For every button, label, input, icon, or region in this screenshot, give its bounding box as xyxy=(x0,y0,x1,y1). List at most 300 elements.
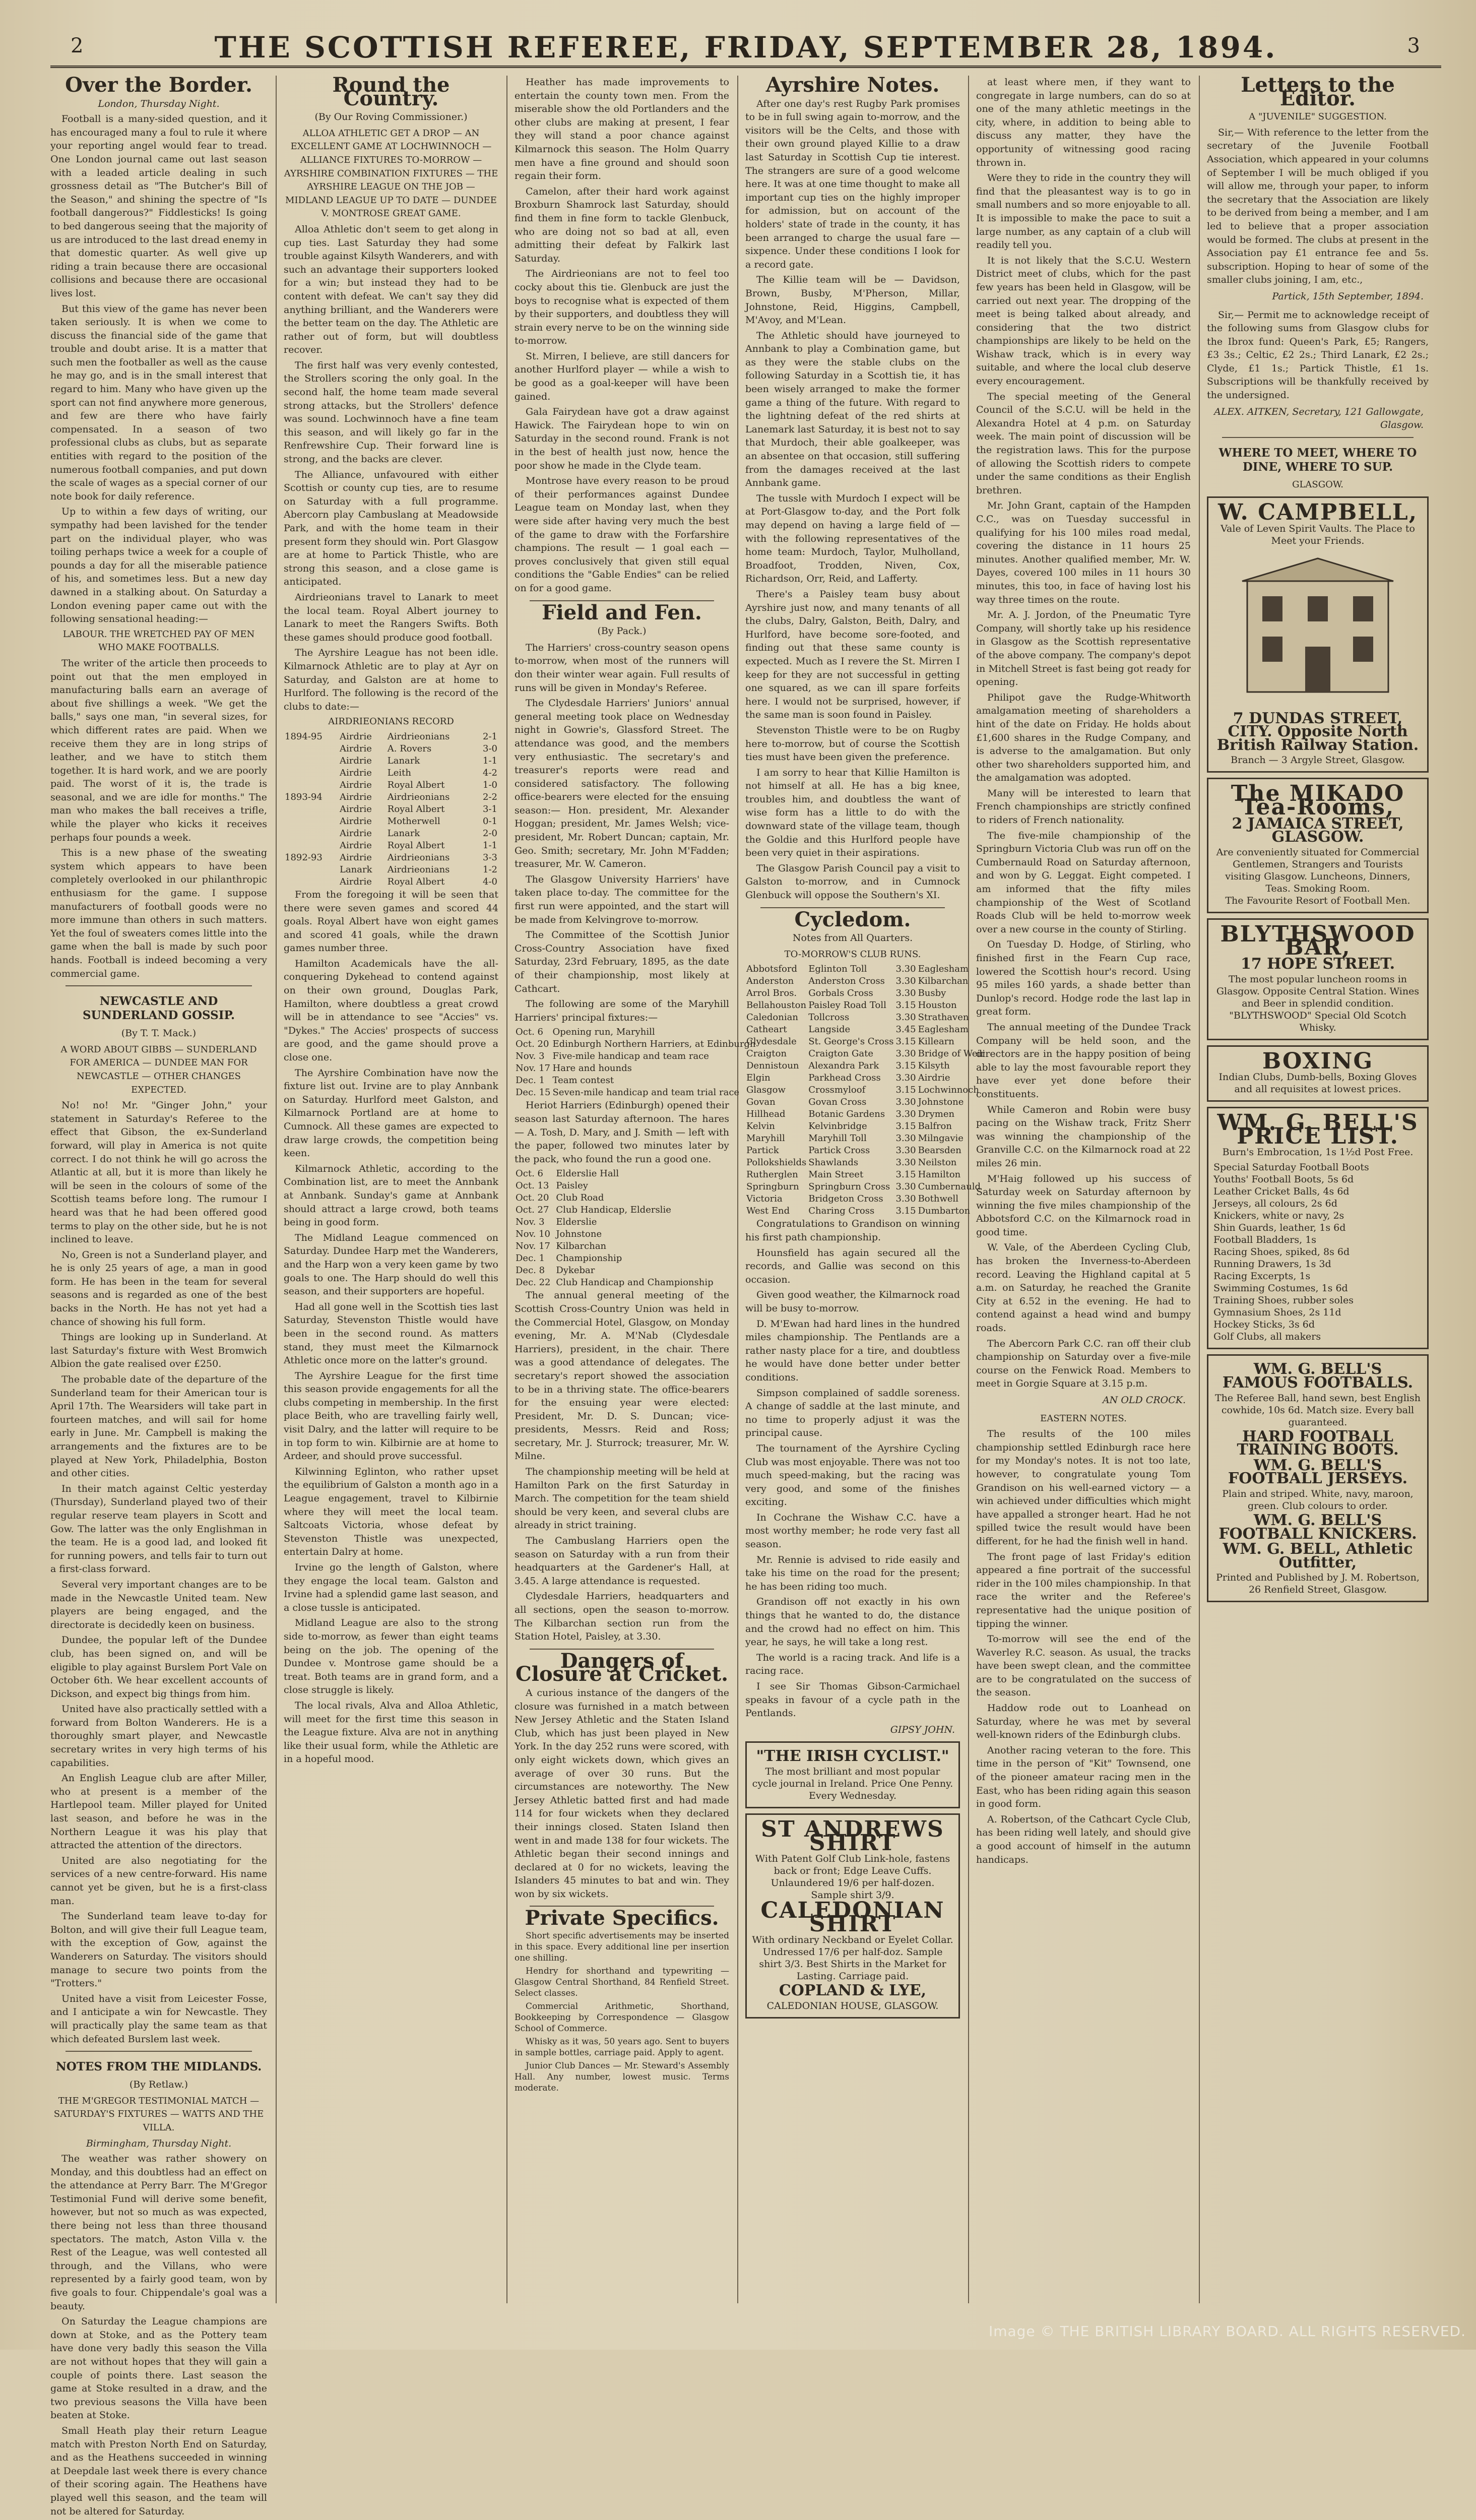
table-cell: 3.30 xyxy=(895,976,916,987)
table-row xyxy=(745,1157,986,1169)
divider xyxy=(1222,437,1414,438)
results-table xyxy=(284,731,498,888)
paragraph: Congratulations to Grandison on winning his first path championship. xyxy=(745,1218,960,1243)
byline: (By Retlaw.) xyxy=(129,2079,188,2091)
table-cell: Airdrieonians xyxy=(387,852,450,863)
paragraph: The Midland League commenced on Saturday. Dundee Harp met the Wanderers, and the Harp won a very keen game by two goals to one. The Harp should do well this season, and their supporters are hopeful. xyxy=(284,1232,498,1297)
advertisement xyxy=(1207,918,1429,1040)
section-heading: Over the Border. xyxy=(65,73,252,97)
ad-title: W. CAMPBELL, xyxy=(1217,499,1418,526)
table-cell: 3.30 xyxy=(895,964,916,975)
table-row xyxy=(515,1265,729,1277)
table-row xyxy=(745,1084,986,1096)
signature: ALEX. AITKEN, Secretary, 121 Gallowgate, Glasgow. xyxy=(1214,406,1424,431)
table-cell: Eaglesham xyxy=(918,964,969,975)
ad-text: The Referee Ball, hand sewn, best English cowhide, 10s 6d. Match size. Every ball guaranteed. xyxy=(1215,1392,1421,1428)
byline: (By T. T. Mack.) xyxy=(121,1028,197,1039)
table-cell: Opening run, Maryhill xyxy=(552,1027,655,1038)
table-row xyxy=(515,1038,757,1050)
table-cell: Tollcross xyxy=(808,1012,850,1023)
paragraph: To-morrow will see the end of the Waverley R.C. season. As usual, the tracks have been swept clean, and the committee are to be congratulated on the success of the season. xyxy=(976,1633,1191,1698)
ad-subtitle: Burn's Embrocation, 1s 1½d Post Free. xyxy=(1222,1147,1414,1158)
paragraph: The world is a racing track. And life is a racing race. xyxy=(745,1652,960,1677)
table-row xyxy=(515,1277,729,1289)
table-cell: Club Handicap and Championship xyxy=(556,1277,714,1288)
table-cell: Kelvinbridge xyxy=(808,1121,867,1132)
paragraph: Short specific advertisements may be inserted in this space. Every additional line per insertion one shilling. xyxy=(515,1931,729,1964)
table-cell: Airdrie xyxy=(918,1073,950,1084)
advertisement xyxy=(1207,778,1429,913)
ad-tagline: "BLYTHSWOOD" Special Old Scotch Whisky. xyxy=(1229,1010,1406,1033)
table-cell: Hillhead xyxy=(746,1109,786,1120)
table-row xyxy=(515,1252,729,1265)
paragraph: The championship meeting will be held at Hamilton Park on the first Saturday in March. The competition for the team shield should be very keen, and several clubs are already in strict training. xyxy=(515,1466,729,1531)
paragraph: The Ayrshire League has not been idle. Kilmarnock Athletic are to play at Ayr on Saturday, and Galston are at home to Hurlford. The following is the record of the clubs to date:— xyxy=(284,647,498,712)
ad-text: With Patent Golf Club Link-hole, fastens back or front; Edge Leave Cuffs. Unlaundered 19/6 per half-dozen. Sample shirt 3/9. xyxy=(755,1853,950,1901)
paragraph: United have a visit from Leicester Fosse, and I anticipate a win for Newcastle. They will practically play the same team as that which defeated Burslem last week. xyxy=(50,1993,267,2045)
table-cell: Victoria xyxy=(746,1193,783,1205)
paragraph: In Cochrane the Wishaw C.C. have a most worthy member; he rode very fast all season. xyxy=(745,1511,960,1550)
table-cell: Glasgow xyxy=(746,1085,786,1096)
table-cell: 1-2 xyxy=(483,864,497,875)
table-row xyxy=(745,987,986,999)
price-list-item: Knickers, white or navy, 2s xyxy=(1213,1210,1344,1222)
table-cell: Lanark xyxy=(339,864,372,875)
article-heading: NOTES FROM THE MIDLANDS. xyxy=(55,2060,262,2074)
paragraph: The Ayrshire League for the first time this season provide engagements for all the clubs competing in membership. In the first place Beith, who are travelling fairly well, visit Dalry, and the latter will require to be in top form to win. Kilbirnie are at home to Ardeer, and should prove successful. xyxy=(284,1370,498,1462)
column-rule xyxy=(737,76,738,2303)
table-cell: Oct. 27 xyxy=(516,1205,549,1216)
table-row xyxy=(745,1108,986,1120)
price-list-item: Running Drawers, 1s 3d xyxy=(1213,1258,1331,1270)
signature: AN OLD CROCK. xyxy=(1102,1395,1186,1406)
table-cell: Craigton Gate xyxy=(808,1048,874,1059)
table-cell: 2-0 xyxy=(483,828,497,839)
ad-text: Vale of Leven Spirit Vaults. The Place to Meet your Friends. xyxy=(1221,523,1415,547)
table-cell: 3.15 xyxy=(895,1036,916,1047)
table-cell: Airdrie xyxy=(339,876,372,887)
table-cell: 3.30 xyxy=(895,1145,916,1156)
paragraph: Football is a many-sided question, and it has encouraged many a foul to rule it where your reporting angel would fear to tread. One London journal came out last season with a leaded article dealing in such grossness detail as "The Butcher's Bill of the Season," and shining the spectre of "Is football dangerous?" Fiddlesticks! Is going to bed dangerous seeing that the majority of us are introduced to the last dread enemy in that domestic quarter. As well give up riding a train because there are occasional collisions and because there are occasional lives lost. xyxy=(50,113,267,299)
subheading: A WORD ABOUT GIBBS — SUNDERLAND FOR AMERICA — DUNDEE MAN FOR NEWCASTLE — OTHER CHANGES EXPECTED. xyxy=(60,1044,257,1095)
table-cell: Airdrie xyxy=(339,731,372,742)
table-cell: Lanark xyxy=(387,828,420,839)
table-cell: 4-0 xyxy=(483,876,497,887)
table-row xyxy=(745,1048,986,1060)
paragraph: The probable date of the departure of the Sunderland team for their American tour is April 17th. The Wearsiders will take part in fourteen matches, and will sail for home early in June. Mr. Campbell is making the arrangements and the fixtures are to be played at New York, Philadelphia, Boston and other cities. xyxy=(50,1374,267,1479)
table-row xyxy=(284,876,498,888)
table-cell: 4-2 xyxy=(483,767,497,778)
column-rule xyxy=(276,76,277,2303)
ad-title: "THE IRISH CYCLIST." xyxy=(756,1747,949,1766)
letter-body: Sir,— With reference to the letter from the secretary of the Juvenile Football Association, which appeared in your columns of September I will be much obliged if you will allow me, through your paper, to inform the secretary that the Association are likely to be derived from being a member, and I am led to believe that a proper association would be formed. The clubs at present in the Association pay £1 entrance fee and 5s. subscription. Hoping to hear of some of the smaller clubs joining, I am, etc., xyxy=(1207,127,1429,286)
table-cell xyxy=(284,840,339,852)
table-cell: Team contest xyxy=(552,1075,614,1086)
price-list-item: Racing Excerpts, 1s xyxy=(1213,1271,1311,1282)
paragraph: Had all gone well in the Scottish ties last Saturday, Stevenston Thistle would have been in the second round. As matters stand, they must meet the Kilmarnock Athletic once more on the latter's ground. xyxy=(284,1301,498,1366)
table-cell: Drymen xyxy=(918,1109,955,1120)
table-cell: Partick Cross xyxy=(808,1145,870,1156)
price-list-item: Training Shoes, rubber soles xyxy=(1213,1295,1354,1306)
table-cell: Airdrieonians xyxy=(387,791,450,802)
ad-address: 7 DUNDAS STREET, CITY. Opposite North British Railway Station. xyxy=(1216,709,1419,754)
imprint: Printed and Published by J. M. Robertson, 26 Renfield Street, Glasgow. xyxy=(1216,1572,1420,1596)
byline: (By Pack.) xyxy=(597,625,647,637)
paragraph: United have also practically settled with a forward from Bolton Wanderers. He is a thoroughly smart player, and Newcastle secretary writes in very high terms of his capabilities. xyxy=(50,1704,267,1769)
table-cell: Kilsyth xyxy=(918,1060,950,1072)
paragraph: The Glasgow University Harriers' have taken place to-day. The committee for the first run were appointed, and the start will be made from Kelvingrove to-morrow. xyxy=(515,873,729,925)
ad-firm: COPLAND & LYE, xyxy=(779,1982,927,2000)
table-cell: Nov. 10 xyxy=(516,1229,550,1240)
subheading: Notes from All Quarters. xyxy=(792,932,913,944)
paragraph: D. M'Ewan had hard lines in the hundred miles championship. The Pentlands are a rather nasty place for a tire, and doubtless he would have done better under better conditions. xyxy=(745,1318,960,1383)
table-cell: 3.15 xyxy=(895,1000,916,1011)
table-row xyxy=(515,1192,729,1204)
paragraph: Things are looking up in Sunderland. At last Saturday's fixture with West Bromwich Albion the gate realised over £250. xyxy=(50,1332,267,1370)
table-cell: Maryhill Toll xyxy=(808,1133,867,1144)
table-cell: Club Road xyxy=(556,1192,604,1204)
subheading: LABOUR. THE WRETCHED PAY OF MEN WHO MAKE FOOTBALLS. xyxy=(62,628,255,653)
paragraph: Mr. Rennie is advised to ride easily and take his time on the road for the present; he has been riding too much. xyxy=(745,1554,960,1592)
table-cell: Dec. 1 xyxy=(516,1253,545,1264)
column-over-the-border xyxy=(50,73,267,2517)
table-cell: Airdrieonians xyxy=(387,864,450,875)
paragraph: Small Heath play their return League match with Preston North End on Saturday, and as the Heathens succeeded in winning at Deepdale last week there is every chance of their scoring again. The Heathens have played well this season, and the team will not be altered for Saturday. xyxy=(50,2425,267,2517)
table-cell: Johnstone xyxy=(918,1097,964,1108)
paragraph: The Airdrieonians are not to feel too cocky about this tie. Glenbuck are just the boys to recognise what is expected of them by their supporters, and doubtless they will strain every nerve to be on the winning side to-morrow. xyxy=(515,268,729,347)
paragraph: Many will be interested to learn that French championships are strictly confined to riders of French nationality. xyxy=(976,787,1191,826)
paragraph: It is not likely that the S.C.U. Western District meet of clubs, which for the past few years has been held in Glasgow, will be carried out next year. The dropping of the meet is being talked about already, and considering that the two district championships are likely to be held on the Wishaw track, which is in every way suitable, and where the local club deserve every encouragement. xyxy=(976,255,1191,387)
table-cell xyxy=(284,755,339,767)
table-row xyxy=(515,1180,729,1192)
section-heading: Dangers of Closure at Cricket. xyxy=(515,1649,729,1686)
table-cell: Johnstone xyxy=(556,1229,602,1240)
table-cell xyxy=(284,864,339,876)
advertisement xyxy=(1207,1045,1429,1102)
table-cell: Royal Albert xyxy=(387,779,445,790)
classified-ad: Hendry for shorthand and typewriting — Glasgow Central Shorthand, 84 Renfield Street. Select classes. xyxy=(515,1966,729,1999)
paragraph: In their match against Celtic yesterday (Thursday), Sunderland played two of their regular reserve team players in Scott and Gow. The latter was the only Englishman in the team. He is a good lad, and looked fit for running powers, and tells fair to turn out a first-class forward. xyxy=(50,1483,267,1575)
paragraph: M'Haig followed up his success of Saturday week on Saturday afternoon by winning the five miles championship of the Abbotsford C.C. on the Kilmarnock road in good time. xyxy=(976,1173,1191,1238)
ad-title: WM. G. BELL, Athletic Outfitter, xyxy=(1223,1540,1413,1571)
ad-title: ST ANDREWS SHIRT xyxy=(761,1816,944,1856)
table-cell: 3.30 xyxy=(895,1109,916,1120)
table-cell: Nov. 3 xyxy=(516,1051,545,1062)
price-list-item: Hockey Sticks, 3s 6d xyxy=(1213,1319,1315,1331)
table-cell: Airdrie xyxy=(339,828,372,839)
table-row xyxy=(745,1120,986,1132)
table-cell: Royal Albert xyxy=(387,876,445,887)
table-row xyxy=(745,1012,986,1024)
table-cell xyxy=(284,767,339,779)
paragraph: Midland League are also to the strong side to-morrow, as fewer than eight teams being on the job. The opening of the Dundee v. Montrose game should be a treat. Both teams are in grand form, and a close struggle is likely. xyxy=(284,1617,498,1696)
paragraph: While Cameron and Robin were busy pacing on the Wishaw track, Fritz Sherr was winning the championship of the Granville C.C. on the Kilmarnock road at 22 miles 26 min. xyxy=(976,1104,1191,1169)
advertisement xyxy=(1207,496,1429,773)
table-cell: 3.30 xyxy=(895,988,916,999)
table-cell: Elgin xyxy=(746,1073,771,1084)
table-row xyxy=(515,1087,757,1099)
table-cell: Govan Cross xyxy=(808,1097,867,1108)
ad-text: With ordinary Neckband or Eyelet Collar. Undressed 17/6 per half-doz. Sample shirt 3/3. Best Shirts in the Market for Lasting. Carriage paid. xyxy=(752,1934,953,1982)
table-cell xyxy=(284,779,339,791)
ad-title: WM. G. BELL'S FOOTBALL JERSEYS. xyxy=(1228,1456,1408,1488)
table-cell xyxy=(284,803,339,815)
table-cell: Dec. 22 xyxy=(516,1277,551,1288)
table-row xyxy=(284,743,498,755)
table-cell: Dec. 15 xyxy=(516,1087,551,1098)
table-cell: Dec. 8 xyxy=(516,1265,545,1276)
table-cell: Balfron xyxy=(918,1121,952,1132)
table-cell xyxy=(284,828,339,840)
table-cell: Eaglesham xyxy=(918,1024,969,1035)
paragraph: The Killie team will be — Davidson, Brown, Busby, M'Pherson, Millar, Johnstone, Reid, Higgins, Campbell, M'Avoy, and M'Lean. xyxy=(745,274,960,326)
paragraph: Hamilton Academicals have the all-conquering Dykehead to contend against on their own ground, Douglas Park, Hamilton, where doubtless a great crowd will be in attendance to see "Accies" vs. "Dykes." The Accies' prospects of success are good, and the game should prove a close one. xyxy=(284,958,498,1063)
fixtures-table xyxy=(515,1026,757,1099)
table-cell: Club Handicap, Elderslie xyxy=(556,1205,671,1216)
paragraph: The annual meeting of the Dundee Track Company will be held soon, and the directors are in the happy position of being able to lay the most favourable report they have ever yet done before their constituents. xyxy=(976,1021,1191,1100)
paragraph: The writer of the article then proceeds to point out that the men employed in manufacturing balls earn an average of about five shillings a week. "We get the balls," says one man, "in several sizes, for which different rates are paid. When we receive them they are in long strips of leather, and we have to stitch them together. It is hard work, and we are poorly paid. The worst of it is, the trade is seasonal, and we are idle for months." The man who makes the ball receives a trifle, while the player who kicks it receives perhaps four pounds a week. xyxy=(50,657,267,843)
table-cell: Abbotsford xyxy=(746,964,797,975)
paragraph: The weather was rather showery on Monday, and this doubtless had an effect on the attendance at Perry Barr. The M'Gregor Testimonial Fund will derive some benefit, however, but not so much as was expected, there being not less than three thousand spectators. The match, Aston Villa v. the Rest of the League, was well contested all through, and the Villans, who were represented by a fairly good team, won by five goals to four. Chippendale's goal was a beauty. xyxy=(50,2153,267,2312)
ad-title: HARD FOOTBALL TRAINING BOOTS. xyxy=(1237,1427,1399,1459)
table-cell: Gorbals Cross xyxy=(808,988,873,999)
table-cell: Crossmyloof xyxy=(808,1085,866,1096)
table-row xyxy=(745,999,986,1012)
paragraph: The local rivals, Alva and Alloa Athletic, will meet for the first time this season in the League fixture. Alva are not in anything like their usual form, while the Athletic are in a hopeful mood. xyxy=(284,1699,498,1765)
table-row xyxy=(284,803,498,815)
table-row xyxy=(745,975,986,987)
table-cell: 3.15 xyxy=(895,1169,916,1180)
paragraph: Hounsfield has again secured all the records, and Gallie was second on this occasion. xyxy=(745,1247,960,1285)
divider xyxy=(66,985,252,986)
paragraph: The results of the 100 miles championship settled Edinburgh race here for my Monday's notes. It is not too late, however, to congratulate young Tom Grandison on his well-earned victory — a win achieved under difficulties which might have appalled a stronger heart. Had he not spilled twice the result would have been different, for he had the finish well in hand. xyxy=(976,1428,1191,1547)
dateline: Birmingham, Thursday Night. xyxy=(86,2137,232,2149)
paragraph: I see Sir Thomas Gibson-Carmichael speaks in favour of a cycle path in the Pentlands. xyxy=(745,1681,960,1719)
fixtures-table xyxy=(515,1168,729,1289)
table-cell: West End xyxy=(746,1206,790,1217)
ad-title: CALEDONIAN SHIRT xyxy=(760,1898,945,1937)
table-cell: 1-0 xyxy=(483,779,497,790)
table-row xyxy=(284,864,498,876)
paragraph: The Harriers' cross-country season opens to-morrow, when most of the runners will don their winter wear again. Full results of runs will be given in Monday's Referee. xyxy=(515,642,729,694)
table-cell: 1893-94 xyxy=(285,791,323,802)
section-heading: Ayrshire Notes. xyxy=(765,73,940,97)
table-row xyxy=(284,852,498,864)
table-row xyxy=(745,1132,986,1145)
table-cell: 3-3 xyxy=(483,852,497,863)
table-row xyxy=(284,779,498,791)
table-cell: Hare and hounds xyxy=(552,1063,632,1074)
paragraph: No! no! Mr. "Ginger John," your statement in Saturday's Referee to the effect that Gibson, the ex-Sunderland forward, will play in America is not quite correct. I do not think he will go across the Atlantic at all, but it is more than likely he will be seen in the colours of some of the Scottish teams before long. The rumour I heard was that he had been offered good terms to play on the other side, but he is not inclined to leave. xyxy=(50,1100,267,1245)
classified-ad: Junior Club Dances — Mr. Steward's Assembly Hall. Any number, lowest music. Terms moderate. xyxy=(515,2061,729,2094)
table-row xyxy=(284,791,498,803)
table-row xyxy=(745,1145,986,1157)
table-cell: Paisley Road Toll xyxy=(808,1000,886,1011)
paragraph: at least where men, if they want to congregate in large numbers, can do so at one of the many athletic meetings in the city, where, in addition to being able to discuss any matter, they have the opportunity of witnessing good racing thrown in. xyxy=(976,77,1191,168)
table-row xyxy=(745,1096,986,1108)
paragraph: United are also negotiating for the services of a new centre-forward. His name cannot yet be given, but he is a first-class man. xyxy=(50,1855,267,1907)
table-row xyxy=(284,815,498,828)
paragraph: No, Green is not a Sunderland player, and he is only 25 years of age, a man in good form. He has been in the team for several seasons and is regarded as one of the best backs in the North. He has not yet had a chance of showing his full form. xyxy=(50,1249,267,1328)
table-cell: Main Street xyxy=(808,1169,864,1180)
paragraph: Simpson complained of saddle soreness. A change of saddle at the last minute, and no time to properly adjust it was the principal cause. xyxy=(745,1387,960,1439)
table-cell: Pollokshields xyxy=(746,1157,807,1168)
table-cell: Neilston xyxy=(918,1157,957,1168)
table-row xyxy=(745,963,986,975)
table-cell: 3.30 xyxy=(895,1097,916,1108)
table-cell: Championship xyxy=(556,1253,622,1264)
paragraph: Heather has made improvements to entertain the county town men. From the miserable show the old Portlanders and the other clubs are making at present, I fear they will stand a poor chance against Kilmarnock this season. The Holm Quarry men have a fine ground and should soon regain their form. xyxy=(515,77,729,182)
table-row xyxy=(515,1075,757,1087)
table-cell: 3.15 xyxy=(895,1206,916,1217)
price-list-item: Golf Clubs, all makers xyxy=(1213,1331,1321,1343)
table-cell: 3.30 xyxy=(895,1133,916,1144)
paragraph: Another racing veteran to the fore. This time in the person of "Kit" Townsend, one of the pioneer amateur racing men in the East, who has been riding again this season in good form. xyxy=(976,1744,1191,1810)
ad-branch: Branch — 3 Argyle Street, Glasgow. xyxy=(1231,754,1405,766)
table-cell: Maryhill xyxy=(746,1133,785,1144)
table-cell: Bellahouston xyxy=(746,1000,807,1011)
table-cell: 3.30 xyxy=(895,1048,916,1059)
ad-title: BLYTHSWOOD BAR, xyxy=(1220,921,1416,961)
divider xyxy=(66,2051,252,2052)
paragraph: The Cambuslang Harriers open the season on Saturday with a run from their headquarters at the Gardener's Hall, at 3.45. A large attendance is requested. xyxy=(515,1535,729,1587)
paragraph: The Glasgow Parish Council pay a visit to Galston to-morrow, and in Cumnock Glenbuck will oppose the Southern's XI. xyxy=(745,862,960,901)
table-cell: Cumbernauld xyxy=(918,1181,981,1192)
paragraph: Mr. A. J. Jordon, of the Pneumatic Tyre Company, will shortly take up his residence in Glasgow as the Scottish representative of the above company. The company's depot in Mitchell Street is fast being got ready for opening. xyxy=(976,609,1191,688)
table-cell: Elderslie xyxy=(556,1217,597,1228)
paragraph: The tournament of the Ayrshire Cycling Club was most enjoyable. There was not too much speed-making, but the racing was very good, and some of the finishes exciting. xyxy=(745,1442,960,1508)
ad-title: WM. G. BELL'S PRICE LIST. xyxy=(1217,1110,1419,1149)
table-cell: 1-1 xyxy=(483,755,497,766)
table-cell: Parkhead Cross xyxy=(808,1073,881,1084)
paragraph: Were they to ride in the country they will find that the pleasantest way is to go in small numbers and so more enjoyable to all. It is impossible to make the pace to suit a large number, as any captain of a club will readily tell you. xyxy=(976,172,1191,251)
table-cell: Nov. 3 xyxy=(516,1217,545,1228)
subheading: A "JUVENILE" SUGGESTION. xyxy=(1249,111,1387,122)
table-cell: Oct. 13 xyxy=(516,1180,549,1191)
table-row xyxy=(284,755,498,767)
table-row xyxy=(745,1024,986,1036)
table-cell xyxy=(284,743,339,755)
table-cell: Elderslie Hall xyxy=(556,1168,619,1179)
paragraph: The Committee of the Scottish Junior Cross-Country Association have fixed Saturday, 23rd February, 1895, as the date of their championship, most likely at Cathcart. xyxy=(515,929,729,994)
paragraph: Stevenston Thistle were to be on Rugby here to-morrow, but of course the Scottish ties must have been given the preference. xyxy=(745,724,960,763)
column-rule xyxy=(1199,76,1200,2303)
paragraph: The Sunderland team leave to-day for Bolton, and will give their full League team, with the exception of Gow, against the Wanderers on Saturday. The visitors should manage to secure two points from the "Trotters." xyxy=(50,1911,267,1989)
price-list-item: Leather Cricket Balls, 4s 6d xyxy=(1213,1186,1350,1198)
table-cell: 3.30 xyxy=(895,1181,916,1192)
paragraph: There's a Paisley team busy about Ayrshire just now, and many tenants of all the clubs, Dalry, Galston, Beith, Dalry, and Hurlford, have become sore-footed, and finding out that these same county is expected. Much as I revere the St. Mirren I keep for they are not successful in getting one squared, as we can ill spare forfeits here. I would not be surprised, however, if the same man is soon found in Paisley. xyxy=(745,588,960,721)
building-illustration xyxy=(1213,551,1422,702)
copyright-credit: Image © THE BRITISH LIBRARY BOARD. ALL RIGHTS RESERVED. xyxy=(988,2323,1466,2340)
paragraph: This is a new phase of the sweating system which appears to have been completely overlooked in our philanthropic enthusiasm for the game. I suppose manufacturers of football goods were no more immune than others in such matters. Yet the foul of sweaters comes little into the game when the ball is made by such poor hands. Football is indeed becoming a very commercial game. xyxy=(50,847,267,979)
table-cell: Airdrie xyxy=(339,767,372,778)
table-row xyxy=(515,1026,757,1038)
subheading: GLASGOW. xyxy=(1292,479,1343,490)
table-cell: Dykebar xyxy=(556,1265,595,1276)
table-cell: 1894-95 xyxy=(285,731,323,742)
table-cell: Airdrie xyxy=(339,743,372,754)
table-row xyxy=(284,731,498,743)
table-cell: Airdrie xyxy=(339,852,372,863)
table-cell: Nov. 17 xyxy=(516,1063,550,1074)
paragraph: I am sorry to hear that Killie Hamilton is not himself at all. He has a big knee, troubles him, and doubtless the want of wise form has a little to do with the downward state of the village team, though the Goldie and this Hurlford people have been very quiet in their aspirations. xyxy=(745,767,960,859)
table-cell: Paisley xyxy=(556,1180,588,1191)
column-ayrshire-cycledom xyxy=(745,73,985,2303)
paragraph: From the foregoing it will be seen that there were seven games and scored 44 goals. Royal Albert have won eight games and scored 41 goals, while the drawn games number three. xyxy=(284,889,498,954)
advertisement xyxy=(745,1813,960,2019)
page-number-left: 2 xyxy=(71,34,85,57)
paragraph: The first half was very evenly contested, the Strollers scoring the only goal. In the second half, the home team made several strong attacks, but the Strollers' defence was sound. Lochwinnoch have a fine team this season, and will likely go far in the Renfrewshire Cup. Their forward line is strong, and the backs are clever. xyxy=(284,359,498,465)
paragraph: The Ayrshire Combination have now the fixture list out. Irvine are to play Annbank on Saturday. Hurlford meet Galston, and Kilmarnock Portland are at home to Cumnock. All these games are expected to draw large crowds, the competition being keen. xyxy=(284,1067,498,1159)
table-cell: Shawlands xyxy=(808,1157,859,1168)
table-cell: Airdrie xyxy=(339,840,372,851)
table-cell: 3-0 xyxy=(483,743,497,754)
table-cell: Bridge of Weir xyxy=(918,1048,985,1059)
price-list-item: Special Saturday Football Boots xyxy=(1213,1162,1369,1173)
table-cell: Partick xyxy=(746,1145,779,1156)
price-list-item: Swimming Costumes, 1s 6d xyxy=(1213,1283,1348,1294)
table-row xyxy=(515,1228,729,1240)
table-cell: Bridgeton Cross xyxy=(808,1193,883,1205)
table-cell: Airdrie xyxy=(339,815,372,827)
table-cell: Royal Albert xyxy=(387,840,445,851)
newspaper-title: THE SCOTTISH REFEREE, FRIDAY, SEPTEMBER 28, 1894. xyxy=(214,30,1277,65)
price-list-item: Football Bladders, 1s xyxy=(1213,1234,1317,1246)
table-cell: Airdrie xyxy=(339,791,372,802)
section-heading: Field and Fen. xyxy=(542,600,702,624)
table-cell: Strathaven xyxy=(918,1012,969,1023)
paragraph: The following are some of the Maryhill Harriers' principal fixtures:— xyxy=(515,998,729,1023)
table-cell: Eglinton Toll xyxy=(808,964,867,975)
paragraph: On Saturday the League champions are down at Stoke, and as the Pottery team have done very badly this season the Villa are not without hopes that they will gain a couple of points there. Last season the game at Stoke resulted in a draw, and the two previous seasons the Villa have been beaten at Stoke. xyxy=(50,2316,267,2421)
column-round-the-country xyxy=(284,73,498,2303)
table-cell: Oct. 20 xyxy=(516,1192,549,1204)
table-cell: Airdrie xyxy=(339,755,372,766)
table-cell: Anderston Cross xyxy=(808,976,885,987)
table-row xyxy=(745,1169,986,1181)
page-number-right: 3 xyxy=(1407,34,1421,57)
table-row xyxy=(284,767,498,779)
paragraph: But this view of the game has never been taken seriously. It is when we come to discuss the financial side of the game that trouble and doubt arise. It is a matter that such men the footballer as well as the cause he may go, and is in the small interest that regard to him. Many who have given up the sport can not find anywhere more generous, and few are there who have fairly compensated. In a season of two professional clubs as clubs, but as separate entities with regard to the position of the numerous football companies, and put down the scale of wages as a special corner of our note book for daily reference. xyxy=(50,303,267,502)
table-cell: Kilbarchan xyxy=(556,1241,607,1252)
section-heading: WHERE TO MEET, WHERE TO DINE, WHERE TO SUP. xyxy=(1218,446,1417,474)
table-cell: Oct. 20 xyxy=(516,1039,549,1050)
ad-title: The MIKADO Tea-Rooms, xyxy=(1231,781,1405,820)
table-cell: 3.30 xyxy=(895,1157,916,1168)
ad-text: The most popular luncheon rooms in Glasgow. Opposite Central Station. Wines and Beer in splendid condition. xyxy=(1216,973,1420,1009)
section-heading: Letters to the Editor. xyxy=(1241,73,1395,110)
ad-text: The most brilliant and most popular cycle journal in Ireland. Price One Penny. Every Wednesday. xyxy=(752,1766,953,1801)
table-cell: Oct. 6 xyxy=(516,1027,543,1038)
table-cell: 1892-93 xyxy=(285,852,323,863)
table-cell: Arrol Bros. xyxy=(746,988,797,999)
table-row xyxy=(745,1205,986,1217)
paragraph: W. Vale, of the Aberdeen Cycling Club, has broken the Inverness-to-Aberdeen record. Leaving the Highland capital at 5 a.m. on Saturday, he reached the Granite City at 6.52 in the evening. He had to contend against a head wind and bumpy roads. xyxy=(976,1242,1191,1334)
dateline: London, Thursday Night. xyxy=(98,98,220,109)
table-cell: Kilbarchan xyxy=(918,976,969,987)
column-letters-and-ads xyxy=(1207,73,1429,2303)
section-heading: Cycledom. xyxy=(794,907,911,931)
paragraph: Heriot Harriers (Edinburgh) opened their season last Saturday afternoon. The hares — A. Tosh, D. Mary, and J. Smith — left with the paper, followed two minutes later by the pack, who found the run a good one. xyxy=(515,1100,729,1165)
table-cell: Kelvin xyxy=(746,1121,775,1132)
table-cell: Catheart xyxy=(746,1024,787,1035)
table-cell: Airdrieonians xyxy=(387,731,450,742)
table-cell: Dennistoun xyxy=(746,1060,799,1072)
table-cell: 3.30 xyxy=(895,1012,916,1023)
table-row xyxy=(745,1181,986,1193)
paragraph: Clydesdale Harriers, headquarters and all sections, open the season to-morrow. The Kilbarchan section run from the Station Hotel, Paisley, at 3.30. xyxy=(515,1591,729,1643)
paragraph: The Clydesdale Harriers' Juniors' annual general meeting took place on Wednesday night in Gowrie's, Glassford Street. The attendance was good, and the members very enthusiastic. The secretary's and treasurer's reports were read and considered satisfactory. The following office-bearers were elected for the ensuing season:— Hon. president, Mr. Alexander Hoggan; president, Mr. James Welsh; vice-president, Mr. Robert Duncan; captain, Mr. Geo. Smith; secretary, Mr. John M'Fadden; treasurer, Mr. W. Cameron. xyxy=(515,698,729,870)
